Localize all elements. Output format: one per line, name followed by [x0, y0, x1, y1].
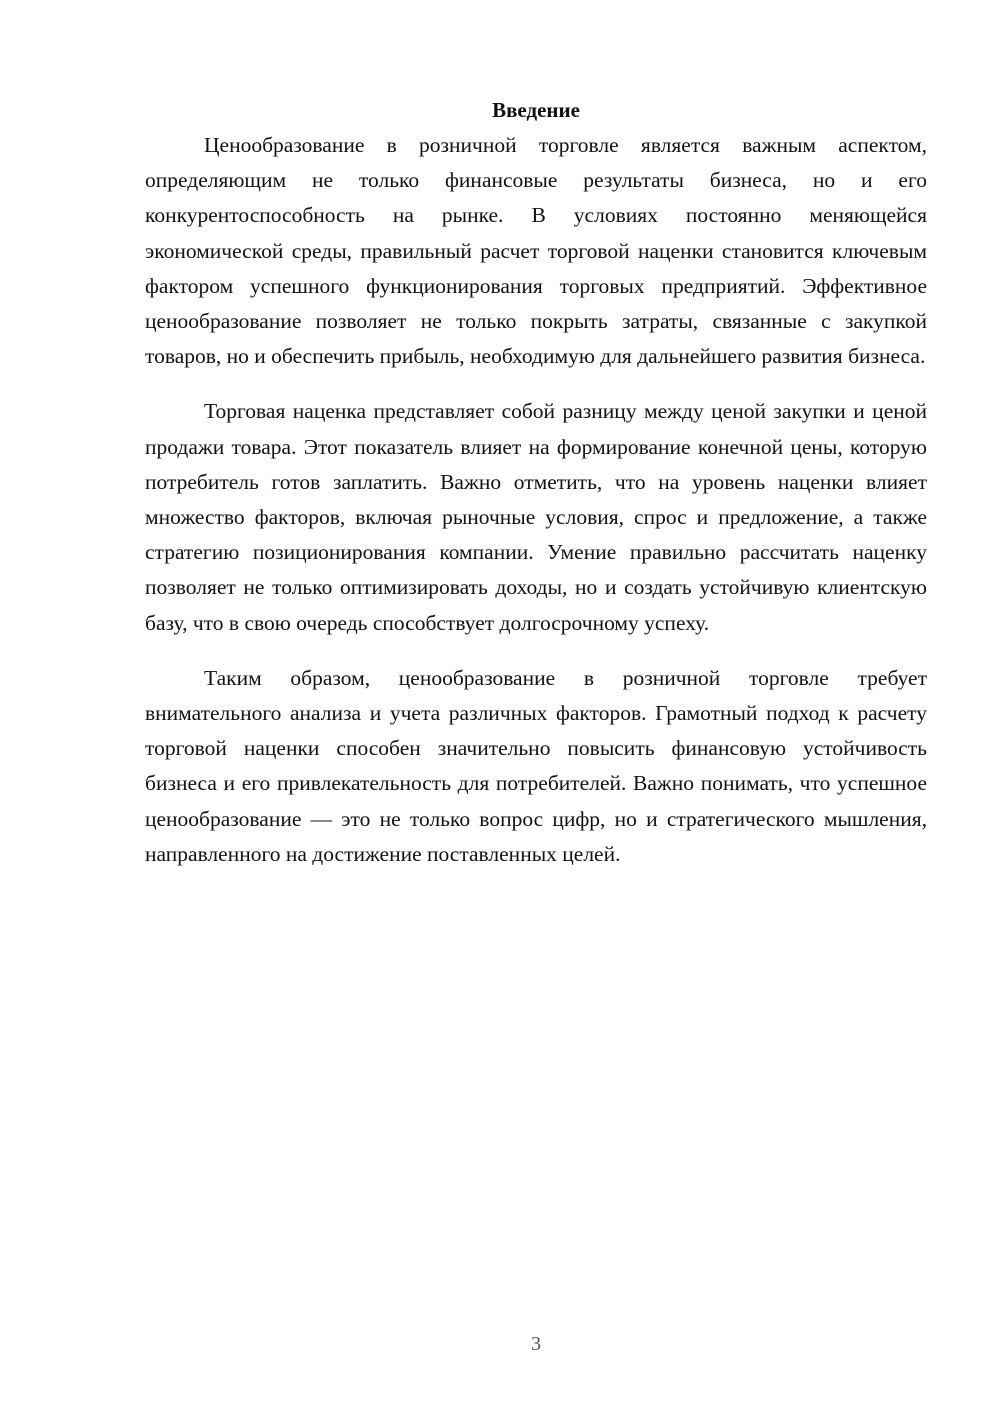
paragraph-1: Ценообразование в розничной торговле является важным аспектом, определяющим не только финансовые результаты бизнеса, но и его конкурентоспособность на рынке. В условиях постоянно меняющейся экономической среды, правильный расчет торговой наценки становится ключевым фактором успешного функционирования торговых предприятий. Эффективное ценообразование позволяет не только покрыть затраты, связанные с закупкой товаров, но и обеспечить прибыль, необходимую для дальнейшего развития бизнеса.	[145, 133, 927, 369]
section-heading: Введение	[492, 98, 580, 122]
paragraph-3: Таким образом, ценообразование в розничной торговле требует внимательного анализа и учета различных факторов. Грамотный подход к расчету торговой наценки способен значительно повысить финансовую устойчивость бизнеса и его привлекательность для потребителей. Важно понимать, что успешное ценообразование — это не только вопрос цифр, но и стратегического мышления, направленного на достижение поставленных целей.	[145, 665, 927, 866]
paragraph-2: Торговая наценка представляет собой разницу между ценой закупки и ценой продажи товара. Этот показатель влияет на формирование конечной цены, которую потребитель готов заплатить. Важно отметить, что на уровень наценки влияет множество факторов, включая рыночные условия, спрос и предложение, а также стратегию позиционирования компании. Умение правильно рассчитать наценку позволяет не только оптимизировать доходы, но и создать устойчивую клиентскую базу, что в свою очередь способствует долгосрочному успеху.	[145, 399, 927, 635]
page-number: 3	[531, 1333, 541, 1355]
page-content	[145, 93, 927, 872]
